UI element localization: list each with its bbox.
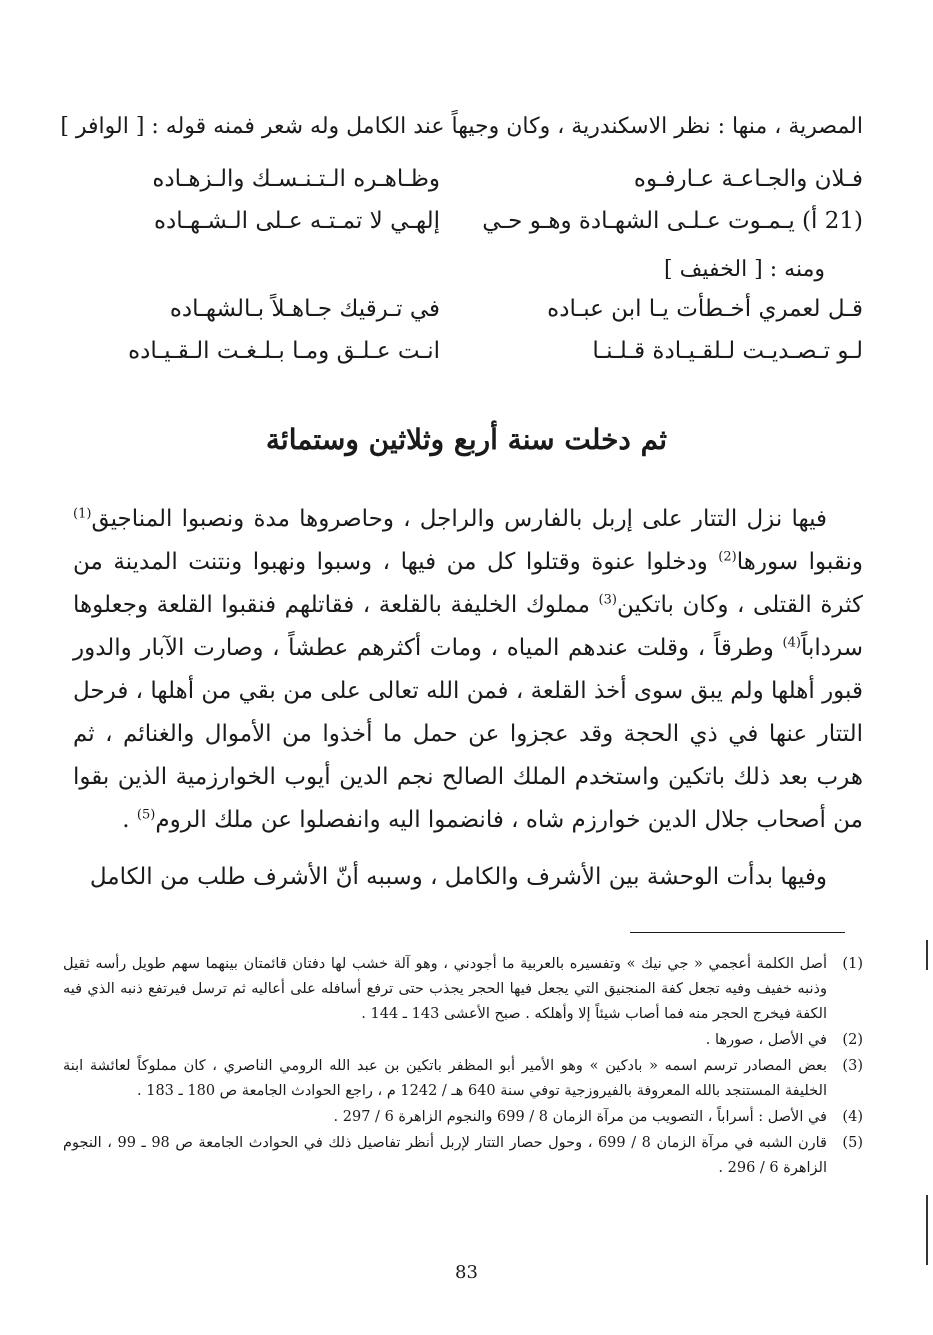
footnote-number: (4)	[842, 1109, 863, 1125]
para1-text-6: .	[122, 807, 137, 833]
para1-text-4: مملوك الخليفة بالقلعة ، فقاتلهم فنقبوا القلعة وجعلوها سرداباً	[73, 592, 863, 661]
section-heading: ثم دخلت سنة أربع وثلاثين وستمائة	[265, 423, 668, 456]
footnote-ref-1[interactable]: (1)	[73, 506, 92, 522]
footnote-number: (5)	[842, 1135, 863, 1151]
para1-text-3: ودخلوا عنوة وقتلوا كل من فيها ، وسبوا ونهبوا ونتنت المدينة من كثرة القتلى ، وكان باتكين	[73, 549, 863, 618]
footnote-separator	[630, 932, 845, 933]
poem1-verse-1-second-hemistich: وظـاهـره الـتـنـسـك والـزهـاده	[152, 166, 440, 192]
poem2-verse-2-first-hemistich: لـو تـصـديـت لـلقـيـادة قـلـنـا	[592, 338, 863, 364]
footnote-number: (3)	[842, 1058, 863, 1074]
intro-line: المصرية ، منها : نظر الاسكندرية ، وكان وجيهاً عند الكامل وله شعر فمنه قوله : [ الوافر ]	[60, 114, 863, 139]
footnote-text: قارن الشبه في مرآة الزمان 8 / 699 ، وحول حصار التتار لإربل أنظر تفاصيل ذلك في الحوادث الجامعة ص 98 ـ 99 ، النجوم الزاهرة 6 / 296 .	[63, 1135, 827, 1176]
para2-text: وفيها بدأت الوحشة بين الأشرف والكامل ، وسببه أنّ الأشرف طلب من الكامل	[89, 864, 827, 890]
page-number: 83	[455, 1262, 478, 1283]
footnote-text: في الأصل ، صورها .	[705, 1032, 827, 1048]
footnote-ref-4[interactable]: (4)	[782, 635, 801, 651]
scan-edge-mark	[926, 1195, 928, 1265]
footnote-2	[63, 1028, 863, 1053]
main-paragraph-2	[73, 856, 863, 899]
footnote-1	[63, 952, 863, 1027]
poem2-verse-1-first-hemistich: قـل لعمري أخـطأت يـا ابن عبـاده	[547, 296, 863, 322]
footnote-text: أصل الكلمة أعجمي « جي نيك » وتفسيره بالعربية ما أجودني ، وهو آلة خشب لها دفتان قائمتان بينهما سهم طويل رأسه ثقيل وذنبه خفيف وفيه تجعل كفة المنجنيق التي يجعل فيها الحجر يجذب حتى ترفع أسافله على أعاليه ثم ترسل فيرتفع ذنبه الذي فيه الكفة فيخرج الحجر منه فما أصاب شيئاً إلا وأهلكه . صبح الأعشى 143 ـ 144 .	[63, 956, 827, 1022]
poem2-verse-1	[70, 292, 863, 328]
footnote-ref-5[interactable]: (5)	[136, 807, 156, 823]
poem2-verse-2	[70, 334, 863, 370]
poem2-verse-1-second-hemistich: في تـرقيك جـاهـلاً بـالشهـاده	[169, 296, 440, 322]
footnote-3	[63, 1054, 863, 1104]
footnote-number: (2)	[842, 1032, 863, 1048]
poem1-verse-2-first-hemistich: (21 أ) يـمـوت عـلـى الشهـادة وهـو حـي	[482, 208, 863, 234]
footnote-text: في الأصل : أسراباً ، التصويب من مرآة الزمان 8 / 699 والنجوم الزاهرة 6 / 297 .	[333, 1109, 827, 1125]
footnote-4	[63, 1105, 863, 1130]
footnotes	[63, 952, 863, 1182]
para1-text-2: ونقبوا سورها	[736, 549, 863, 575]
para1-text-1: فيها نزل التتار على إربل بالفارس والراجل ، وحاصروها مدة ونصبوا المناجيق	[91, 506, 827, 532]
poem1-verse-2-second-hemistich: إلهـي لا تمـتـه عـلى الـشـهـاده	[154, 208, 440, 234]
footnote-text: بعض المصادر ترسم اسمه « بادكين » وهو الأمير أبو المظفر باتكين بن عبد الله الرومي الناصري ، كان مملوكاً لعائشة ابنة الخليفة المستنجد بالله المعروفة بالفيروزجية توفي سنة 640 هـ / 1242 م ، راجع الحوادث الجامعة ص 180 ـ 183 .	[63, 1058, 827, 1099]
main-paragraph-1	[73, 498, 863, 842]
footnote-ref-3[interactable]: (3)	[598, 592, 617, 608]
footnote-5	[63, 1131, 863, 1181]
footnote-ref-2[interactable]: (2)	[718, 549, 737, 565]
scan-edge-mark	[926, 940, 928, 970]
poem1-verse-1	[70, 162, 863, 198]
para1-text-5: وطرقاً ، وقلت عندهم المياه ، ومات أكثرهم عطشاً ، وصارت الآبار والدور قبور أهلها ولم يبق سوى أخذ القلعة ، فمن الله تعالى على من بقي من أهلها ، فرحل التتار عنها في ذي الحجة وقد عجزوا عن حمل ما أخذوا من الأموال والغنائم ، ثم هرب بعد ذلك باتكين واستخدم الملك الصالح نجم الدين أيوب الخوارزمية الذين بقوا من أصحاب جلال الدين خوارزم شاه ، فانضموا اليه وانفصلوا عن ملك الروم	[73, 635, 863, 833]
poem2-intro: ومنه : [ الخفيف ]	[664, 257, 825, 282]
poem2-verse-2-second-hemistich: انـت عـلـق ومـا بـلـغـت الـقـيـاده	[128, 338, 440, 364]
poem1-verse-1-first-hemistich: فـلان والجـاعـة عـارفـوه	[633, 166, 863, 192]
footnote-number: (1)	[842, 956, 863, 972]
poem1-verse-2	[70, 204, 863, 240]
